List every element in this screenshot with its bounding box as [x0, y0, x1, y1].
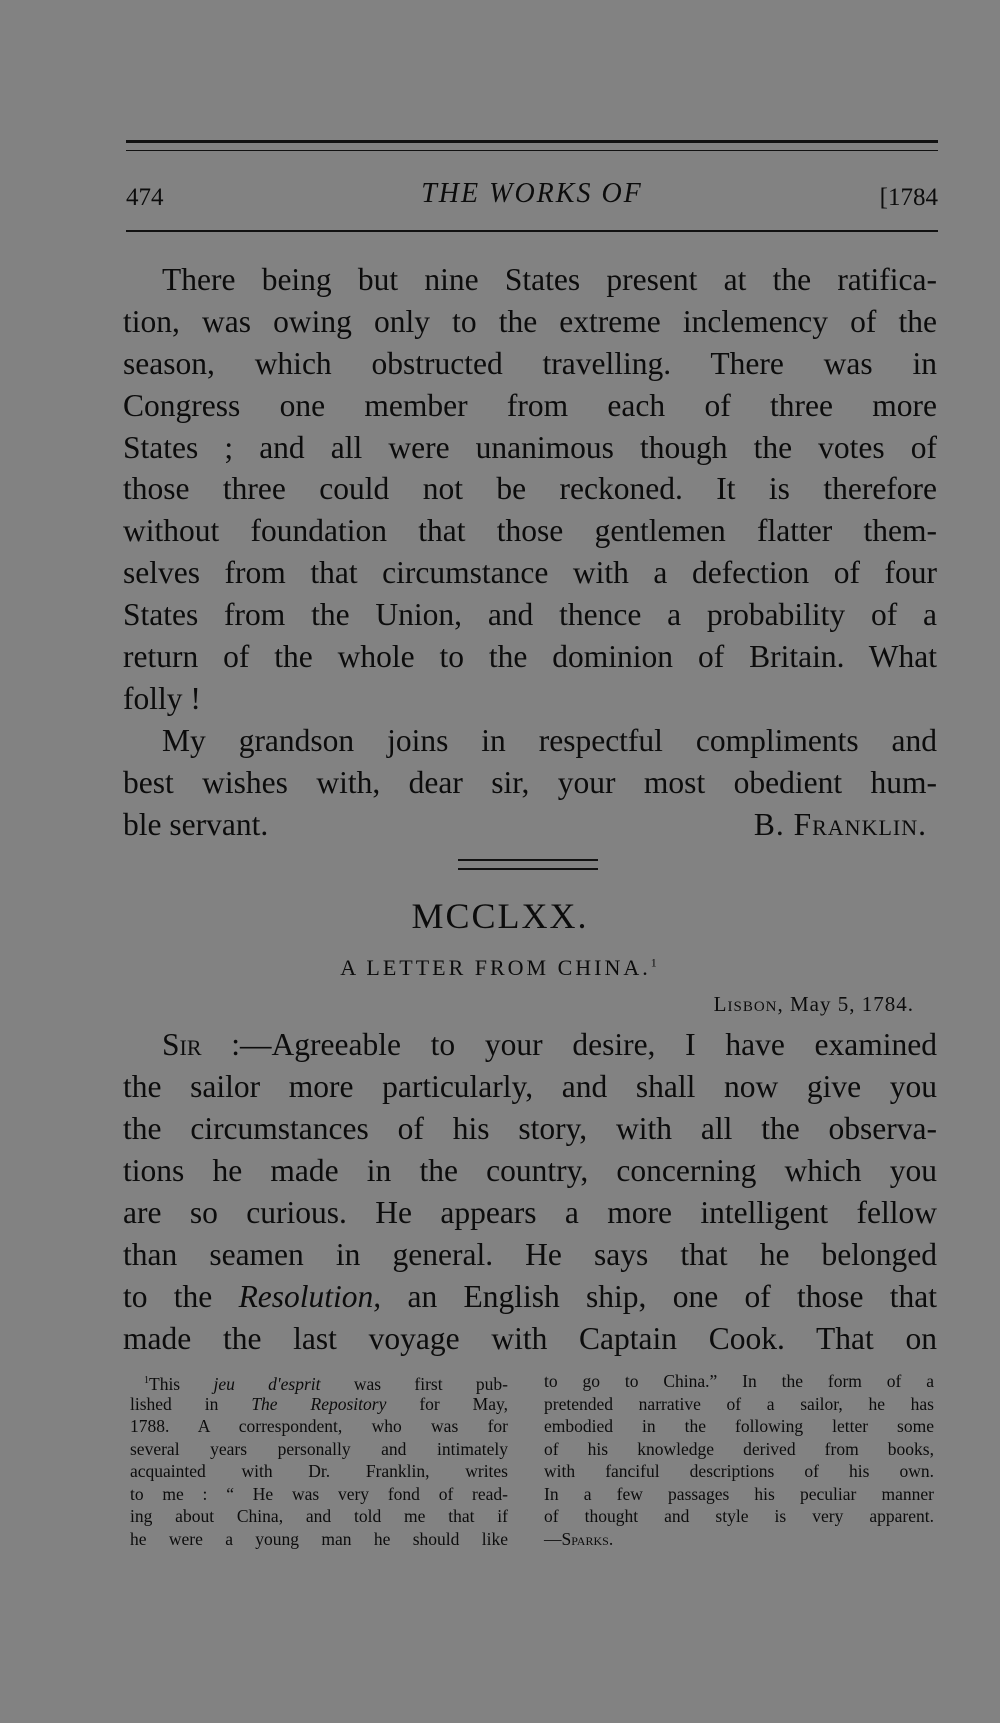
footnote-marker: 1: [650, 955, 660, 970]
body-line: There being but nine States present at the ratifica-: [162, 262, 937, 297]
body-line: States from the Union, and thence a probability of a: [123, 597, 937, 632]
footnote-line: ing about China, and told me that if: [130, 1506, 508, 1526]
body-line: Sir :—Agreeable to your desire, I have examined: [162, 1027, 937, 1062]
signature-line: [123, 805, 937, 845]
salutation: Sir: [162, 1027, 202, 1062]
body-line: than seamen in general. He says that he belonged: [123, 1237, 937, 1272]
body-line: season, which obstructed travelling. There was in: [123, 346, 937, 381]
top-rule-thin: [126, 150, 938, 151]
header-rule: [126, 230, 938, 232]
closing-text: ble servant.: [123, 807, 269, 842]
footnote-line: acquainted with Dr. Franklin, writes: [130, 1461, 508, 1481]
body-line: without foundation that those gentlemen flatter them-: [123, 513, 937, 548]
dateline-date: May 5, 1784.: [790, 992, 914, 1016]
body-line: are so curious. He appears a more intelligent fellow: [123, 1195, 937, 1230]
signer-name: B. Franklin.: [753, 807, 927, 842]
footnote-line: lished in The Repository for May,: [130, 1393, 508, 1414]
body-line: to the Resolution, an English ship, one of those that: [123, 1279, 937, 1314]
body-line: folly !: [123, 681, 201, 716]
footnote-line: In a few passages his peculiar manner: [544, 1483, 934, 1504]
body-line: best wishes with, dear sir, your most obedient hum-: [123, 765, 937, 800]
body-line: My grandson joins in respectful compliments and: [162, 723, 937, 758]
top-rule: [126, 140, 938, 143]
dateline: [714, 992, 914, 1017]
letter-number: MCCLXX.: [411, 896, 589, 936]
ship-name: Resolution,: [238, 1279, 382, 1314]
page-number: 474: [126, 184, 164, 211]
footnote-line: of his knowledge derived from books,: [544, 1438, 934, 1459]
running-title: THE WORKS OF: [421, 178, 643, 209]
dateline-place: Lisbon,: [713, 992, 784, 1016]
footnote-line: with fanciful descriptions of his own.: [544, 1461, 934, 1481]
footnote-line: to go to China.” In the form of a: [544, 1371, 934, 1391]
section-divider: [458, 868, 598, 870]
body-line: made the last voyage with Captain Cook. That on: [123, 1321, 937, 1356]
footnote-line: he were a young man he should like: [130, 1528, 508, 1549]
body-line: selves from that circumstance with a defection of four: [123, 555, 937, 590]
footnote-line: 1788. A correspondent, who was for: [130, 1416, 508, 1436]
body-line: States ; and all were unanimous though the votes of: [123, 430, 937, 465]
body-line: the circumstances of his story, with all the observa-: [123, 1111, 937, 1146]
footnote-left-column: [130, 1370, 508, 1550]
section-divider: [458, 859, 598, 861]
footnote-line: to me : “ He was very fond of read-: [130, 1483, 508, 1504]
footnote-line: $^1$This jeu d'esprit was first pub-: [144, 1373, 509, 1394]
footnote-attribution: —Sparks.: [544, 1528, 614, 1549]
page-header: [126, 178, 938, 218]
footnote-line: several years personally and intimately: [130, 1438, 508, 1459]
footnote-line: embodied in the following letter some: [544, 1416, 934, 1436]
body-line: tion, was owing only to the extreme inclemency of the: [123, 304, 937, 339]
footnote-right-column: [544, 1370, 934, 1550]
body-line: tions he made in the country, concerning which you: [123, 1153, 937, 1188]
footnote-line: of thought and style is very apparent.: [544, 1506, 934, 1526]
body-line: return of the whole to the dominion of Britain. What: [123, 639, 937, 674]
footnote-marker: 1: [144, 1375, 149, 1386]
footnote-line: pretended narrative of a sailor, he has: [544, 1393, 934, 1414]
letter-title: A LETTER FROM CHINA.$^1$: [340, 955, 660, 980]
body-line: the sailor more particularly, and shall now give you: [123, 1069, 937, 1104]
body-line: Congress one member from each of three more: [123, 388, 937, 423]
body-line: those three could not be reckoned. It is therefore: [123, 471, 937, 506]
year-bracket: [1784: [879, 184, 938, 211]
